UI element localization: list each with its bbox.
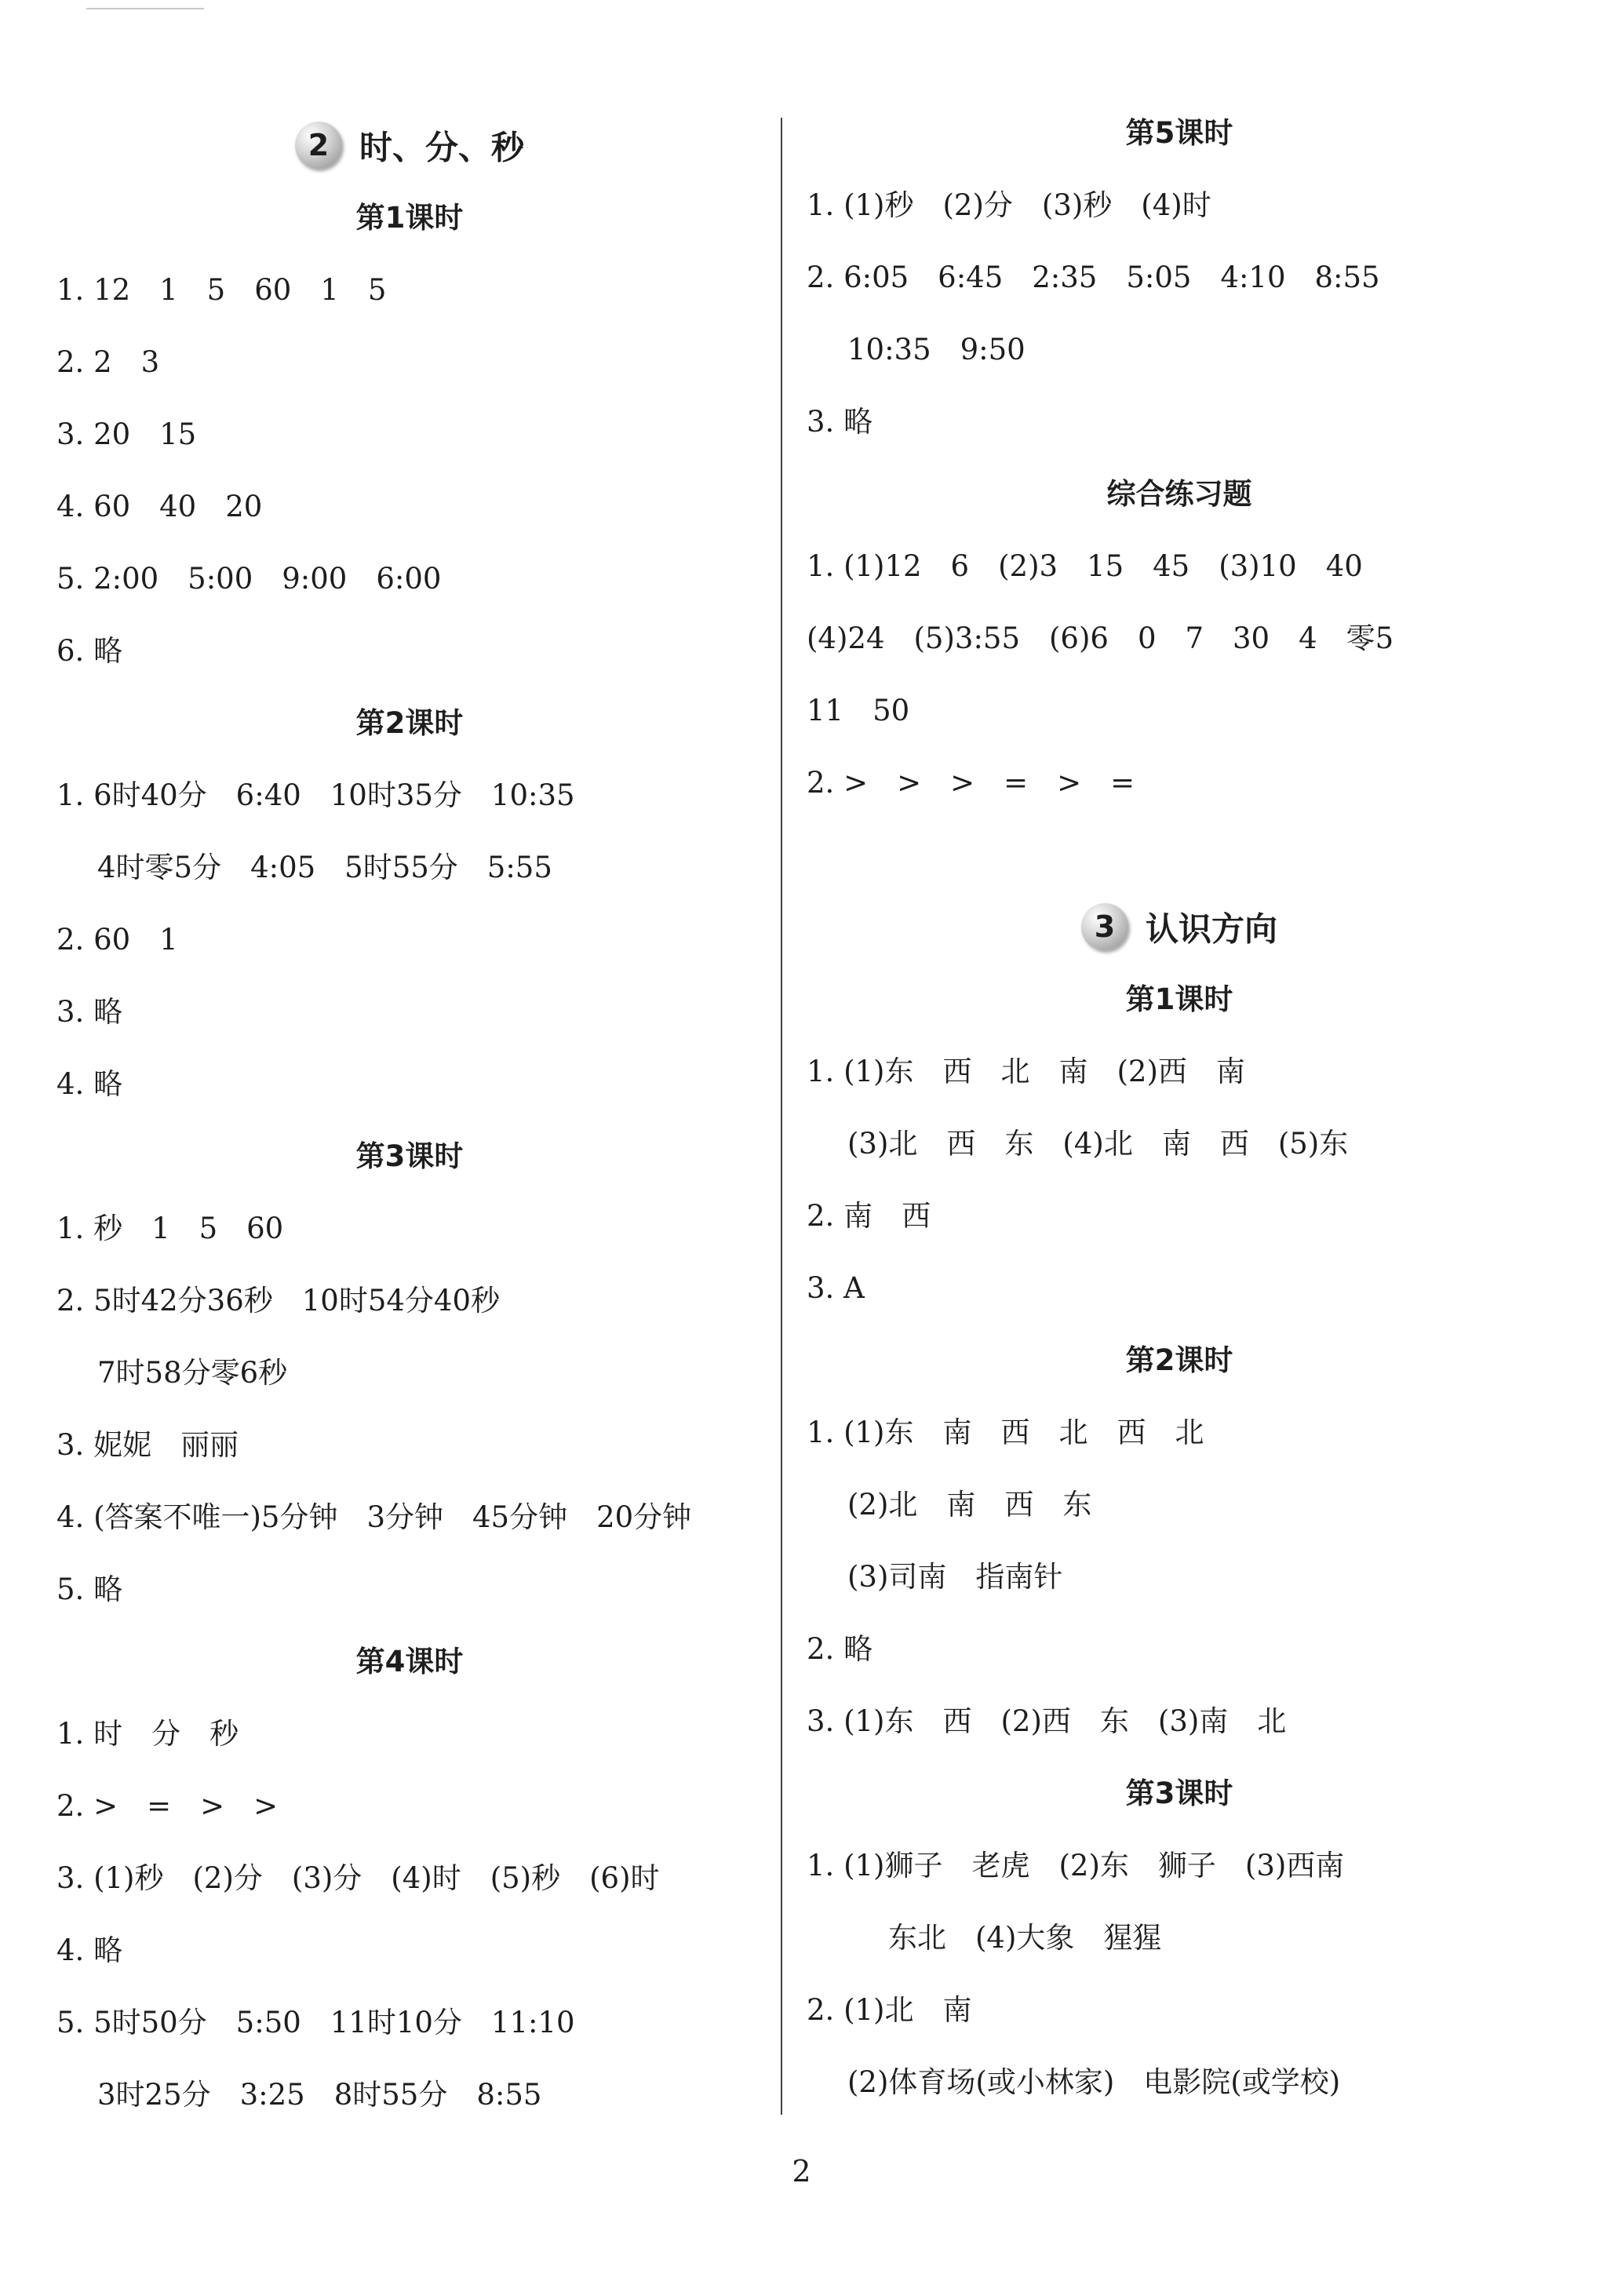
- answer-line: 1. 12 1 5 60 1 5: [56, 273, 387, 307]
- answer-line: 2. 南 西: [807, 1199, 931, 1233]
- answer-line: 2. 6:05 6:45 2:35 5:05 4:10 8:55: [807, 261, 1380, 294]
- answer-line: 3. (1)东 西 (2)西 东 (3)南 北: [807, 1704, 1287, 1738]
- answer-line: 2. 5时42分36秒 10时54分40秒: [56, 1284, 501, 1317]
- answer-line: 4. (答案不唯一)5分钟 3分钟 45分钟 20分钟: [56, 1500, 692, 1534]
- lesson-title: 第1课时: [355, 201, 464, 235]
- answer-line: 1. (1)秒 (2)分 (3)秒 (4)时: [807, 188, 1211, 222]
- answer-line: 4. 略: [56, 1067, 123, 1101]
- unit-2-number-badge: 2: [295, 122, 342, 169]
- answer-line: 2. 略: [807, 1632, 873, 1666]
- answer-line: 2. > = > >: [56, 1789, 279, 1823]
- answer-line: 4. 略: [56, 1933, 123, 1967]
- answer-line: 6. 略: [56, 634, 123, 668]
- answer-line: 11 50: [807, 694, 910, 727]
- lesson-title: 第3课时: [355, 1139, 464, 1173]
- answer-line: 10:35 9:50: [847, 333, 1026, 366]
- lesson-title: 第5课时: [1125, 116, 1233, 150]
- column-divider: [781, 118, 782, 2115]
- lesson-title: 第2课时: [355, 706, 464, 740]
- answer-line: 3. (1)秒 (2)分 (3)分 (4)时 (5)秒 (6)时: [56, 1861, 660, 1895]
- answer-line: 3. 20 15: [56, 417, 197, 451]
- answer-line: 2. (1)北 南: [807, 1993, 972, 2027]
- answer-line: 3. 略: [56, 995, 123, 1029]
- lesson-title: 第4课时: [355, 1645, 464, 1678]
- answer-line: 3时25分 3:25 8时55分 8:55: [97, 2078, 542, 2112]
- unit-3-heading: [807, 891, 1552, 964]
- answer-line: 5. 略: [56, 1573, 123, 1606]
- lesson-title: 综合练习题: [1106, 477, 1252, 511]
- unit-3-number-badge: 3: [1081, 903, 1128, 950]
- answer-line: 3. A: [807, 1271, 865, 1305]
- answer-line: (4)24 (5)3:55 (6)6 0 7 30 4 零5: [807, 621, 1394, 655]
- section-spacer: [807, 819, 1552, 891]
- lesson-title: 第2课时: [1125, 1343, 1233, 1377]
- top-rule: [86, 8, 204, 9]
- answer-line: 1. (1)东 南 西 北 西 北: [807, 1416, 1204, 1449]
- answer-line: 4时零5分 4:05 5时55分 5:55: [97, 851, 552, 884]
- lesson-title: 第3课时: [1125, 1777, 1233, 1810]
- unit-2-heading: [56, 110, 763, 182]
- answer-line: (2)体育场(或小林家) 电影院(或学校): [847, 2065, 1341, 2099]
- right-column: [807, 97, 1552, 2119]
- answer-line: 1. (1)东 西 北 南 (2)西 南: [807, 1055, 1245, 1088]
- answer-line: 1. 秒 1 5 60: [56, 1212, 284, 1245]
- answer-line: 1. 6时40分 6:40 10时35分 10:35: [56, 778, 575, 812]
- answer-line: (3)司南 指南针: [847, 1560, 1063, 1594]
- answer-line: 3. 略: [807, 405, 873, 439]
- answer-line: 7时58分零6秒: [97, 1356, 288, 1390]
- answer-line: 4. 60 40 20: [56, 490, 263, 523]
- answer-line: 1. (1)狮子 老虎 (2)东 狮子 (3)西南: [807, 1849, 1345, 1882]
- unit-2-title: 时、分、秒: [359, 128, 524, 167]
- lesson-title: 第1课时: [1125, 982, 1233, 1016]
- left-column: [56, 110, 763, 2131]
- answer-line: 3. 妮妮 丽丽: [56, 1428, 239, 1462]
- answer-line: 东北 (4)大象 猩猩: [888, 1921, 1162, 1955]
- unit-3-title: 认识方向: [1145, 909, 1277, 949]
- answer-line: (2)北 南 西 东: [847, 1488, 1092, 1522]
- answer-line: 1. 时 分 秒: [56, 1717, 239, 1751]
- answer-line: 2. > > > = > =: [807, 766, 1135, 800]
- answer-line: 5. 2:00 5:00 9:00 6:00: [56, 562, 442, 596]
- answer-line: (3)北 西 东 (4)北 南 西 (5)东: [847, 1127, 1349, 1161]
- answer-line: 2. 60 1: [56, 923, 178, 957]
- answer-line: 2. 2 3: [56, 345, 160, 379]
- page-number: 2: [792, 2154, 811, 2188]
- answer-line: 1. (1)12 6 (2)3 15 45 (3)10 40: [807, 549, 1363, 583]
- answer-line: 5. 5时50分 5:50 11时10分 11:10: [56, 2006, 575, 2039]
